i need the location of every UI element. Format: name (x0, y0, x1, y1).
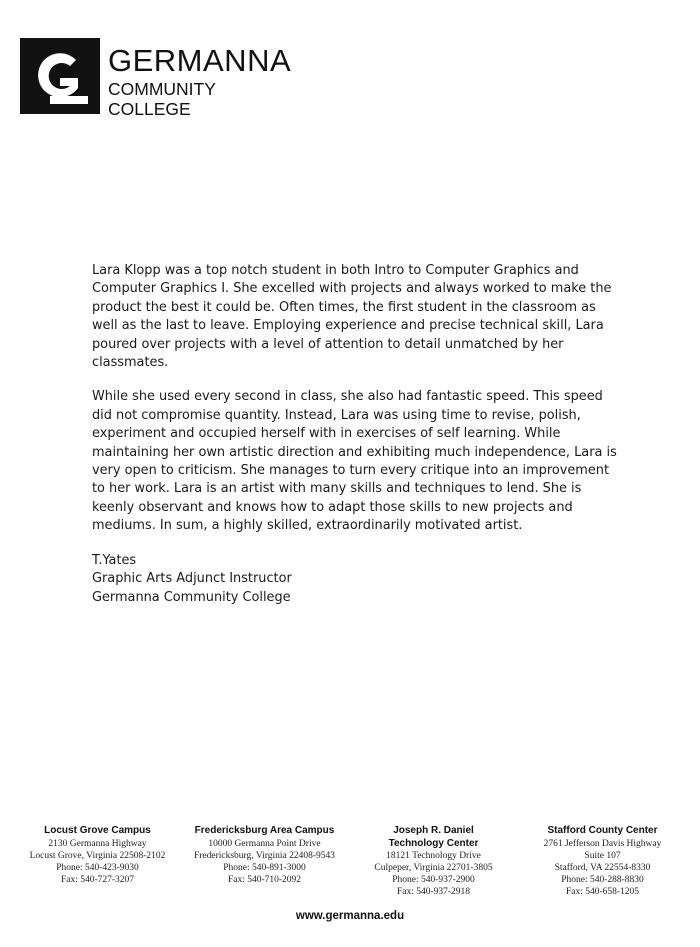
campus-address-line: Stafford, VA 22554-8330 (554, 862, 651, 873)
website-link[interactable]: www.germanna.edu (295, 910, 405, 922)
signature-block (92, 552, 622, 607)
campus-address-line: 2130 Germanna Highway (48, 838, 147, 849)
logo-subtitle: COMMUNITY COLLEGE (108, 79, 216, 119)
letter-paragraph: While she used every second in class, she also had fantastic speed. This speed did not compromise quantity. Instead, Lara was using time to revise, polish, experiment and occupied herself with in exercises of self learning. While maintaining her own artistic direction and exhibiting much independence, Lara is very open to criticism. She manages to turn every critique into an improvement to her work. Lara is an artist with many skills and techniques to lend. She is keenly observant and knows how to adapt those skills to new projects and mediums. In sum, a highly skilled, extraordinarily motivated artist. (92, 389, 617, 534)
campus-phone: Phone: 540-937-2900 (392, 875, 475, 885)
campus-address-line: 2761 Jefferson Davis Highway (543, 838, 662, 849)
letter-paragraph: Lara Klopp was a top notch student in both Intro to Computer Graphics and Computer Graphics I. She excelled with projects and always worked to make the product the best it could be. Often times, the first student in the classroom as well as the last to leave. Employing experience and precise technical skill, Lara poured over projects with a level of attention to detail unmatched by her classmates. (92, 263, 612, 371)
logo-name: GERMANNA (108, 43, 292, 78)
campus-phone: Phone: 540-423-9030 (56, 862, 139, 873)
campus-stafford (515, 825, 690, 898)
campus-address-line: Culpeper, Virginia 22701-3805 (374, 863, 493, 873)
campus-address-line: Suite 107 (584, 850, 621, 861)
footer-campuses (0, 825, 700, 895)
campus-phone: Phone: 540-891-3000 (223, 862, 306, 873)
signature-name: T.Yates (92, 552, 137, 568)
signature-institution: Germanna Community College (92, 589, 291, 605)
campus-address-line: 18121 Technology Drive (386, 851, 481, 861)
campus-phone: Phone: 540-288-8830 (561, 874, 644, 885)
campus-fax: Fax: 540-937-2918 (396, 887, 471, 897)
letter-body (92, 262, 622, 607)
campus-fredericksburg (177, 825, 352, 886)
campus-fax: Fax: 540-727-3207 (60, 874, 135, 885)
campus-name: Fredericksburg Area Campus (194, 825, 335, 836)
campus-name-line-2: Technology Center (388, 837, 479, 849)
college-logo (20, 38, 292, 119)
campus-technology-center (346, 825, 521, 898)
campus-address-line: Locust Grove, Virginia 22508-2102 (29, 850, 166, 861)
campus-name: Locust Grove Campus (44, 825, 151, 836)
campus-fax: Fax: 540-710-2092 (227, 874, 302, 885)
campus-address-line: 10000 Germanna Point Drive (208, 838, 321, 849)
germanna-g-logo-icon (20, 38, 100, 114)
campus-locust-grove (10, 825, 185, 886)
campus-address-line: Fredericksburg, Virginia 22408-9543 (193, 850, 336, 861)
campus-name: Stafford County Center (547, 825, 658, 836)
campus-fax: Fax: 540-658-1205 (565, 886, 640, 897)
campus-name: Joseph R. Daniel (393, 825, 474, 836)
signature-title: Graphic Arts Adjunct Instructor (92, 571, 292, 587)
